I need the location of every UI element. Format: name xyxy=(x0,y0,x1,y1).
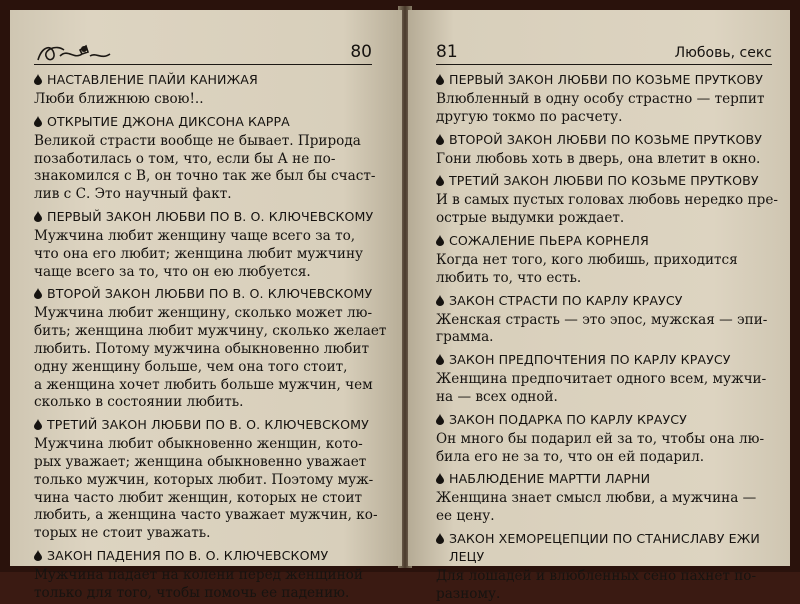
flourish-ornament-icon xyxy=(34,40,114,66)
entry-heading xyxy=(34,113,372,131)
entry-heading xyxy=(436,71,772,89)
text-line: Он много бы подарил ей за то, чтобы она лю- xyxy=(436,430,765,447)
entry xyxy=(436,172,778,228)
drop-icon xyxy=(436,74,444,85)
entry-heading-text: ОТКРЫТИЕ ДЖОНА ДИКСОНА КАРРА xyxy=(47,113,290,129)
text-line: лив с С. Это научный факт. xyxy=(34,186,232,203)
entry-body xyxy=(436,431,772,467)
text-line: торых не стоит уважать. xyxy=(34,525,211,542)
text-line: разному. xyxy=(436,585,501,602)
entry-heading-text: ЗАКОН ПРЕДПОЧТЕНИЯ ПО КАРЛУ КРАУСУ xyxy=(449,352,731,368)
drop-icon xyxy=(34,288,42,299)
entry xyxy=(436,71,772,127)
entry-body xyxy=(436,371,772,407)
left-page-header xyxy=(34,40,372,65)
entry xyxy=(34,416,378,543)
entry-heading xyxy=(436,470,772,488)
entry-body xyxy=(436,312,772,348)
entry-heading xyxy=(436,232,772,250)
drop-icon xyxy=(34,74,42,85)
text-line: И в самых пустых головах любовь нередко пре- xyxy=(436,192,778,209)
entry-heading xyxy=(436,292,772,310)
text-line: Женская страсть — это эпос, мужская — эпи- xyxy=(436,311,768,328)
drop-icon xyxy=(436,235,444,246)
entry-body xyxy=(436,151,772,169)
text-line: одну женщину больше, чем она того стоит, xyxy=(34,358,348,375)
entry-body xyxy=(34,91,372,109)
text-line: только для того, чтобы помочь ее падению. xyxy=(34,584,350,601)
entry xyxy=(34,71,372,109)
text-line: на — всех одной. xyxy=(436,388,558,405)
entry-heading-text: ЗАКОН ПАДЕНИЯ ПО В. О. КЛЮЧЕВСКОМУ xyxy=(47,547,329,563)
entry-heading xyxy=(436,411,772,429)
entry xyxy=(436,530,772,604)
drop-icon xyxy=(436,354,444,365)
entry-heading xyxy=(436,131,772,149)
entry xyxy=(436,470,772,526)
text-line: Мужчина любит женщину чаще всего за то, xyxy=(34,227,356,244)
entry-body xyxy=(436,490,772,526)
entry-heading xyxy=(436,530,772,548)
text-line: чина часто любит женщин, которых не стоит xyxy=(34,489,363,506)
entry-heading-continuation: ЛЕЦУ xyxy=(449,548,485,564)
text-line: позаботилась о том, что, если бы А не по- xyxy=(34,150,336,167)
text-line: Мужчина падает на колени перед женщиной xyxy=(34,566,363,583)
text-line: Великой страсти вообще не бывает. Природа xyxy=(34,132,361,149)
text-line: Мужчина любит обыкновенно женщин, кото- xyxy=(34,436,363,453)
text-line: Женщина предпочитает одного всем, мужчи- xyxy=(436,371,767,388)
entry xyxy=(34,208,372,281)
text-line: острые выдумки рождает. xyxy=(436,210,625,227)
drop-icon xyxy=(436,473,444,484)
entry-heading xyxy=(34,208,372,226)
text-line: другую токмо по расчету. xyxy=(436,108,623,125)
text-line: Мужчина любит женщину, сколько может лю- xyxy=(34,305,373,322)
text-line: ее цену. xyxy=(436,508,495,525)
left-entries xyxy=(34,71,387,603)
entry-heading-text: ЗАКОН ПОДАРКА ПО КАРЛУ КРАУСУ xyxy=(449,411,687,427)
entry-body xyxy=(34,132,376,204)
entry-heading xyxy=(34,285,372,303)
text-line: любить то, что есть. xyxy=(436,269,582,286)
text-line: Когда нет того, кого любишь, приходится xyxy=(436,251,738,268)
entry-heading xyxy=(436,172,772,190)
text-line: а женщина хочет любить больше мужчин, чем xyxy=(34,376,373,393)
entry-heading xyxy=(34,547,372,565)
text-line: чаще всего за то, что он ею любуется. xyxy=(34,263,311,280)
entry-body xyxy=(34,228,372,281)
right-entries xyxy=(436,71,778,604)
text-line: Для лошадей и влюбленных сено пахнет по- xyxy=(436,567,757,584)
text-line: грамма. xyxy=(436,329,494,346)
entry xyxy=(34,113,376,204)
page-number-left: 80 xyxy=(350,42,372,62)
drop-icon xyxy=(436,414,444,425)
entry-heading-text: НАБЛЮДЕНИЕ МАРТТИ ЛАРНИ xyxy=(449,471,651,487)
text-line: рых уважает; женщина обыкновенно уважает xyxy=(34,453,367,470)
drop-icon xyxy=(436,295,444,306)
entry-body xyxy=(436,568,772,604)
entry-heading-text: ВТОРОЙ ЗАКОН ЛЮБВИ ПО В. О. КЛЮЧЕВСКОМУ xyxy=(47,286,373,302)
entry-body xyxy=(436,252,772,288)
drop-icon xyxy=(34,550,42,561)
drop-icon xyxy=(34,211,42,222)
text-line: била его не за то, что он ей подарил. xyxy=(436,448,705,465)
entry-body xyxy=(34,436,378,543)
drop-icon xyxy=(34,419,42,430)
right-page-header xyxy=(436,40,772,65)
entry-heading-text: ТРЕТИЙ ЗАКОН ЛЮБВИ ПО В. О. КЛЮЧЕВСКОМУ xyxy=(47,417,369,433)
entry xyxy=(34,547,372,603)
text-line: любить. Потому мужчина обыкновенно любит xyxy=(34,340,370,357)
right-page xyxy=(408,10,790,602)
entry-heading xyxy=(436,351,772,369)
entry xyxy=(436,411,772,467)
entry xyxy=(436,351,772,407)
text-line: знакомился с В, он точно так же был бы счаст- xyxy=(34,168,376,185)
left-page xyxy=(10,10,402,601)
entry xyxy=(34,285,387,412)
entry-heading-text: ПЕРВЫЙ ЗАКОН ЛЮБВИ ПО В. О. КЛЮЧЕВСКОМУ xyxy=(47,208,374,224)
drop-icon xyxy=(436,175,444,186)
text-line: любить, а женщина часто уважает мужчин, ко- xyxy=(34,507,378,524)
entry-heading-text: ПЕРВЫЙ ЗАКОН ЛЮБВИ ПО КОЗЬМЕ ПРУТКОВУ xyxy=(449,72,764,87)
running-title: Любовь, секс xyxy=(674,45,772,61)
entry-body xyxy=(34,305,387,412)
entry xyxy=(436,232,772,288)
page-number-right: 81 xyxy=(436,42,458,62)
entry xyxy=(436,292,772,348)
entry-body xyxy=(436,91,772,127)
text-line: сколько в состоянии любить. xyxy=(34,394,244,411)
entry-body xyxy=(34,567,372,603)
text-line: только мужчин, которых любит. Поэтому муж- xyxy=(34,471,374,488)
text-line: Гони любовь хоть в дверь, она влетит в окно. xyxy=(436,150,761,167)
text-line: что она его любит; женщина любит мужчину xyxy=(34,245,364,262)
text-line: Люби ближнюю свою!.. xyxy=(34,91,204,107)
entry xyxy=(436,131,772,169)
drop-icon xyxy=(34,116,42,127)
entry-heading-text: ЗАКОН СТРАСТИ ПО КАРЛУ КРАУСУ xyxy=(449,292,683,308)
text-line: Женщина знает смысл любви, а мужчина — xyxy=(436,490,757,507)
entry-heading-text: СОЖАЛЕНИЕ ПЬЕРА КОРНЕЛЯ xyxy=(449,232,649,248)
entry-heading-text: ЗАКОН ХЕМОРЕЦЕПЦИИ ПО СТАНИСЛАВУ ЕЖИ xyxy=(449,530,760,546)
entry-heading-text: НАСТАВЛЕНИЕ ПАЙИ КАНИЖАЯ xyxy=(47,72,258,87)
drop-icon xyxy=(436,134,444,145)
entry-heading xyxy=(34,416,372,434)
entry-heading-text: ТРЕТИЙ ЗАКОН ЛЮБВИ ПО КОЗЬМЕ ПРУТКОВУ xyxy=(449,173,759,189)
text-line: бить; женщина любит мужчину, сколько желает xyxy=(34,323,387,340)
drop-icon xyxy=(436,533,444,544)
entry-heading xyxy=(34,71,372,89)
entry-heading-text: ВТОРОЙ ЗАКОН ЛЮБВИ ПО КОЗЬМЕ ПРУТКОВУ xyxy=(449,131,763,147)
entry-body xyxy=(436,192,778,228)
text-line: Влюбленный в одну особу страстно — терпит xyxy=(436,91,765,107)
